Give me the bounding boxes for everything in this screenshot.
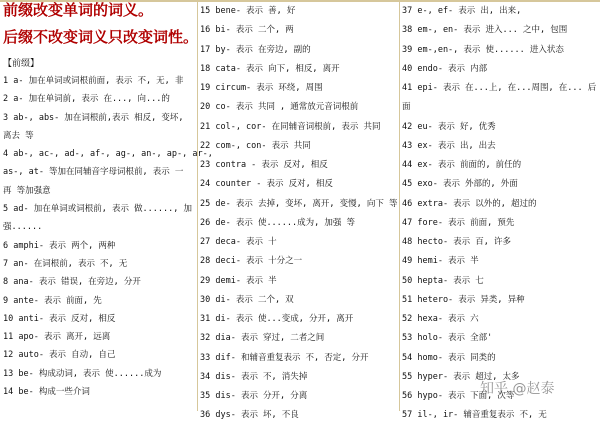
list-item: 24 counter - 表示 反对, 相反 bbox=[200, 179, 333, 190]
list-item: 46 extra- 表示 以外的, 超过的 bbox=[402, 198, 537, 209]
list-item: 29 demi- 表示 半 bbox=[200, 275, 277, 286]
list-item: 47 fore- 表示 前面, 预先 bbox=[402, 217, 515, 228]
list-item: 21 col-, cor- 在同辅音词根前, 表示 共同 bbox=[200, 121, 381, 132]
list-item: 39 em-,en-, 表示 使...... 进入状态 bbox=[402, 44, 564, 55]
section-label: 【前缀】 bbox=[3, 59, 40, 69]
list-item: 4 ab-, ac-, ad-, af-, ag-, an-, ap-, ar-, bbox=[3, 149, 213, 160]
list-item: 6 amphi- 表示 两个, 两种 bbox=[3, 240, 116, 251]
list-item: 18 cata- 表示 向下, 相反, 离开 bbox=[200, 63, 340, 74]
list-item: 16 bi- 表示 二个, 两 bbox=[200, 25, 294, 36]
list-item: 40 endo- 表示 内部 bbox=[402, 63, 488, 74]
list-item: 51 hetero- 表示 异类, 异种 bbox=[402, 294, 525, 305]
list-item: 41 epi- 表示 在...上, 在...周围, 在... 后 bbox=[402, 83, 597, 93]
list-item: 43 ex- 表示 出, 出去 bbox=[402, 140, 496, 151]
list-item: 20 co- 表示 共同 , 通常放元音词根前 bbox=[200, 102, 359, 113]
list-item: 3 ab-, abs- 加在词根前,表示 相反, 变坏, bbox=[3, 112, 184, 123]
list-item: 8 ana- 表示 错误, 在旁边, 分开 bbox=[3, 277, 141, 288]
list-item: 34 dis- 表示 不, 消失掉 bbox=[200, 371, 308, 382]
list-item: 50 hepta- 表示 七 bbox=[402, 275, 484, 286]
list-item: 15 bene- 表示 善, 好 bbox=[200, 6, 296, 16]
title-line-1: 前缀改变单词的词义。 bbox=[3, 1, 154, 19]
watermark: 知乎 @赵泰 bbox=[480, 381, 555, 397]
list-item: 45 exo- 表示 外部的, 外面 bbox=[402, 179, 518, 190]
list-item: 1 a- 加在单词或词根前面, 表示 不, 无, 非 bbox=[3, 76, 184, 86]
list-item: 28 deci- 表示 十分之一 bbox=[200, 256, 303, 267]
list-item: 30 di- 表示 二个, 双 bbox=[200, 294, 294, 305]
list-item: 12 auto- 表示 自动, 自己 bbox=[3, 350, 116, 361]
list-item: 17 by- 表示 在旁边, 副的 bbox=[200, 44, 311, 55]
list-item: 44 ex- 表示 前面的, 前任的 bbox=[402, 160, 522, 170]
list-item: 10 anti- 表示 反对, 相反 bbox=[3, 313, 116, 324]
list-item: 57 il-, ir- 辅音重复表示 不, 无 bbox=[402, 410, 547, 421]
list-item: as-, at- 等加在同辅音字母词根前, 表示 一 bbox=[3, 167, 184, 178]
list-item: 19 circum- 表示 环绕, 周围 bbox=[200, 83, 323, 93]
list-item: 22 com-, con- 表示 共同 bbox=[200, 140, 311, 151]
list-item: 33 dif- 和辅音重复表示 不, 否定, 分开 bbox=[200, 352, 369, 363]
list-item: 7 an- 在词根前, 表示 不, 无 bbox=[3, 258, 128, 269]
list-item: 37 e-, ef- 表示 出, 出来, bbox=[402, 6, 522, 16]
list-item: 强...... bbox=[3, 222, 43, 233]
list-item: 23 contra - 表示 反对, 相反 bbox=[200, 160, 328, 170]
list-item: 面 bbox=[402, 102, 411, 113]
list-item: 5 ad- 加在单词或词根前, 表示 做......, 加 bbox=[3, 204, 192, 215]
column-1 bbox=[0, 0, 213, 411]
entry-list-3 bbox=[399, 0, 600, 426]
column-2 bbox=[197, 0, 399, 421]
list-item: 32 dia- 表示 穿过, 二者之间 bbox=[200, 333, 325, 344]
list-item: 25 de- 表示 去掉, 变坏, 离开, 变慢, 向下 等 bbox=[200, 198, 398, 209]
list-item: 离去 等 bbox=[3, 130, 34, 141]
list-item: 27 deca- 表示 十 bbox=[200, 237, 277, 247]
list-item: 48 hecto- 表示 百, 许多 bbox=[402, 237, 512, 247]
list-item: 35 dis- 表示 分开, 分离 bbox=[200, 391, 308, 401]
list-item: 36 dys- 表示 坏, 不良 bbox=[200, 410, 299, 421]
list-item: 14 be- 构成一些介词 bbox=[3, 387, 90, 398]
list-item: 53 holo- 表示 全部' bbox=[402, 333, 493, 344]
list-item: 31 di- 表示 使...变成, 分开, 离开 bbox=[200, 314, 354, 324]
list-item: 2 a- 加在单词前, 表示 在..., 向...的 bbox=[3, 94, 170, 105]
list-item: 9 ante- 表示 前面, 先 bbox=[3, 295, 102, 306]
column-3 bbox=[399, 0, 600, 421]
list-item: 26 de- 表示 使......成为, 加强 等 bbox=[200, 217, 355, 228]
list-item: 13 be- 构成动词, 表示 使......成为 bbox=[3, 368, 162, 379]
list-item: 56 hypo- 表示 下面, 次等 bbox=[402, 391, 515, 401]
list-item: 49 hemi- 表示 半 bbox=[402, 256, 479, 267]
entry-list-2 bbox=[197, 0, 399, 426]
list-item: 再 等加强意 bbox=[3, 185, 51, 196]
list-item: 54 homo- 表示 同类的 bbox=[402, 352, 496, 363]
title-line-2: 后缀不改变词义只改变词性。 bbox=[3, 28, 199, 46]
entry-list-1 bbox=[0, 72, 213, 401]
list-item: 11 apo- 表示 离开, 远离 bbox=[3, 332, 111, 343]
list-item: 38 em-, en- 表示 进入... 之中, 包围 bbox=[402, 25, 568, 36]
list-item: 52 hexa- 表示 六 bbox=[402, 314, 479, 324]
list-item: 42 eu- 表示 好, 优秀 bbox=[402, 121, 496, 132]
list-item: 55 hyper- 表示 超过, 太多 bbox=[402, 371, 520, 382]
